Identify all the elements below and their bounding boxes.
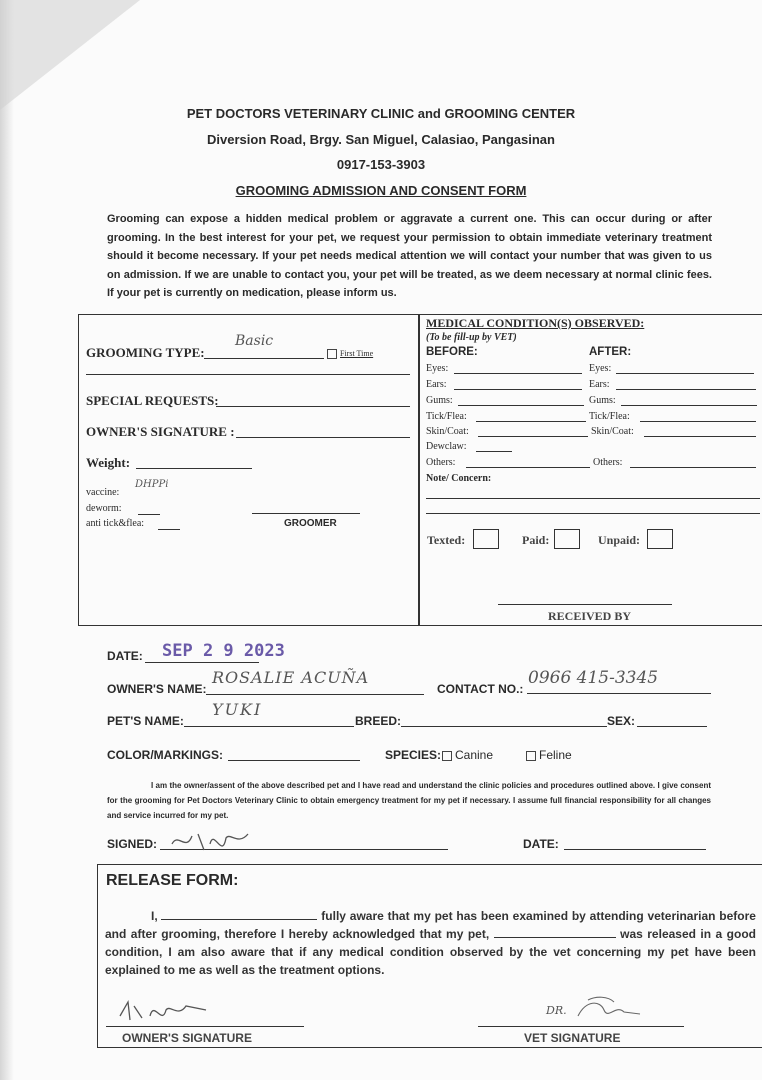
clinic-name: PET DOCTORS VETERINARY CLINIC and GROOMING CENTER xyxy=(186,106,576,121)
after-gums-line[interactable] xyxy=(621,405,757,406)
before-tickflea-label: Tick/Flea: xyxy=(426,411,467,422)
after-others-line[interactable] xyxy=(630,467,756,468)
special-requests-line[interactable] xyxy=(216,406,410,407)
before-eyes-line[interactable] xyxy=(454,373,582,374)
note-line-1[interactable] xyxy=(426,498,760,499)
after-gums-label: Gums: xyxy=(589,395,616,406)
medical-subtitle: (To be fill-up by VET) xyxy=(426,332,517,343)
grooming-extra-line xyxy=(86,374,410,375)
after-others-label: Others: xyxy=(593,457,623,468)
after-ears-label: Ears: xyxy=(589,379,610,390)
signed-date-label: DATE: xyxy=(523,837,559,851)
first-time-checkbox[interactable] xyxy=(327,349,373,359)
vet-signature-line[interactable] xyxy=(478,1026,684,1027)
release-text-1: fully aware that my pet has been examined by attending veterinarian before and after grooming, therefore I hereby acknowledged that my pet, xyxy=(105,909,756,941)
grooming-type-label: GROOMING TYPE: xyxy=(86,345,205,360)
vaccine-value[interactable]: DHPPi xyxy=(135,479,169,490)
feline-checkbox[interactable] xyxy=(526,751,536,761)
weight-line[interactable] xyxy=(136,468,252,469)
texted-checkbox[interactable] xyxy=(473,529,499,549)
first-time-box[interactable] xyxy=(327,349,337,359)
pet-name-label: PET'S NAME: xyxy=(107,714,184,728)
groomer-label: GROOMER xyxy=(284,518,337,529)
owner-signature-line[interactable] xyxy=(236,437,410,438)
color-markings-label: COLOR/MARKINGS: xyxy=(107,748,223,762)
pet-name-line[interactable] xyxy=(184,726,354,727)
before-gums-line[interactable] xyxy=(458,405,584,406)
canine-label: Canine xyxy=(455,748,494,762)
form-title: GROOMING ADMISSION AND CONSENT FORM xyxy=(235,183,527,198)
after-skincoat-label: Skin/Coat: xyxy=(591,426,634,437)
contact-line[interactable] xyxy=(527,693,711,694)
anti-tick-label: anti tick&flea: xyxy=(86,518,145,529)
pet-name-value[interactable]: YUKI xyxy=(212,700,263,719)
feline-label: Feline xyxy=(539,748,572,762)
paid-checkbox[interactable] xyxy=(554,529,580,549)
date-line[interactable] xyxy=(145,662,259,663)
vet-signature-value: DR. xyxy=(546,1004,567,1017)
grooming-type-line xyxy=(204,358,324,359)
before-ears-line[interactable] xyxy=(454,389,582,390)
vet-signature-scribble xyxy=(574,994,644,1028)
special-requests-label: SPECIAL REQUESTS: xyxy=(86,393,219,408)
intro-paragraph: Grooming can expose a hidden medical problem or aggravate a current one. This can occur during or after grooming. In the best interest for your pet, we request your permission to obtain immediate veterinary treatment should it become necessary. If your pet needs medical attention we will contact your number that was given to us on admission. If we are unable to contact you, your pet will be treated, as we deem necessary at normal clinic fees. If your pet is currently on medication, please inform us. xyxy=(107,213,712,299)
contact-value[interactable]: 0966 415-3345 xyxy=(528,668,659,688)
release-owner-signature-scribble xyxy=(116,996,216,1030)
date-stamp: SEP 2 9 2023 xyxy=(162,641,285,661)
before-label: BEFORE: xyxy=(426,346,478,358)
release-owner-signature-label: OWNER'S SIGNATURE xyxy=(122,1031,252,1045)
after-eyes-line[interactable] xyxy=(616,373,754,374)
consent-paragraph: I am the owner/assent of the above described pet and I have read and understand the clinic policies and procedures outlined above. I give consent for the grooming for Pet Doctors Veterinary Clinic to obtain emergency treatment for my pet if necessary. I assume full financial responsibility for all changes and service incurred for my pet. xyxy=(107,781,711,820)
before-skincoat-label: Skin/Coat: xyxy=(426,426,469,437)
owner-name-value[interactable]: ROSALIE ACUÑA xyxy=(212,668,370,687)
before-tickflea-line[interactable] xyxy=(476,421,586,422)
color-markings-line[interactable] xyxy=(228,760,360,761)
before-gums-label: Gums: xyxy=(426,395,453,406)
before-dewclaw-line[interactable] xyxy=(476,451,512,452)
received-by-label: RECEIVED BY xyxy=(548,609,632,623)
before-eyes-label: Eyes: xyxy=(426,363,449,374)
release-text-2: was released in a good condition, I am also aware that if any medical condition observed by the vet concerning my pet have been explained to me as well as the treatment options. xyxy=(105,927,756,977)
before-ears-label: Ears: xyxy=(426,379,447,390)
signed-label: SIGNED: xyxy=(107,837,158,851)
vaccine-label: vaccine: xyxy=(86,487,120,498)
release-paragraph xyxy=(105,907,756,979)
after-tickflea-line[interactable] xyxy=(640,421,756,422)
owner-name-label: OWNER'S NAME: xyxy=(107,682,207,696)
after-tickflea-label: Tick/Flea: xyxy=(589,411,630,422)
clinic-address: Diversion Road, Brgy. San Miguel, Calasiao, Pangasinan xyxy=(207,132,555,147)
after-skincoat-line[interactable] xyxy=(644,436,756,437)
medical-box xyxy=(418,314,762,626)
note-concern-label: Note/ Concern: xyxy=(426,473,492,484)
owner-signature-scribble xyxy=(168,822,258,862)
clinic-phone: 0917-153-3903 xyxy=(336,157,426,172)
before-others-label: Others: xyxy=(426,457,456,468)
folded-corner xyxy=(0,0,140,110)
breed-line[interactable] xyxy=(401,726,607,727)
before-skincoat-line[interactable] xyxy=(478,436,588,437)
paid-label: Paid: xyxy=(522,533,550,547)
vet-signature-label: VET SIGNATURE xyxy=(524,1031,621,1045)
owner-signature-label: OWNER'S SIGNATURE : xyxy=(86,424,235,439)
owner-name-line[interactable] xyxy=(206,694,424,695)
species-label: SPECIES: xyxy=(385,748,442,762)
weight-label: Weight: xyxy=(86,455,131,470)
signed-date-line[interactable] xyxy=(564,849,706,850)
received-by-line[interactable] xyxy=(498,604,672,605)
canine-option[interactable] xyxy=(442,748,493,762)
medical-title: MEDICAL CONDITION(S) OBSERVED: xyxy=(426,316,645,330)
date-label: DATE: xyxy=(107,649,143,663)
sex-line[interactable] xyxy=(637,726,707,727)
note-line-2[interactable] xyxy=(426,513,760,514)
deworm-line[interactable] xyxy=(138,514,160,515)
grooming-type-value[interactable]: Basic xyxy=(235,333,274,349)
canine-checkbox[interactable] xyxy=(442,751,452,761)
contact-label: CONTACT NO.: xyxy=(437,682,524,696)
after-eyes-label: Eyes: xyxy=(589,363,612,374)
release-name-blank[interactable] xyxy=(161,908,317,920)
after-label: AFTER: xyxy=(589,346,632,358)
groomer-line[interactable] xyxy=(252,513,360,514)
texted-label: Texted: xyxy=(427,533,466,547)
unpaid-checkbox[interactable] xyxy=(647,529,673,549)
release-owner-signature-line[interactable] xyxy=(106,1026,304,1027)
unpaid-label: Unpaid: xyxy=(598,533,641,547)
release-text-i: I, xyxy=(151,909,158,923)
before-others-line[interactable] xyxy=(466,467,590,468)
release-pet-blank[interactable] xyxy=(494,926,616,938)
after-ears-line[interactable] xyxy=(616,389,756,390)
feline-option[interactable] xyxy=(526,748,572,762)
sex-label: SEX: xyxy=(607,714,636,728)
deworm-label: deworm: xyxy=(86,503,122,514)
anti-tick-line[interactable] xyxy=(158,529,180,530)
before-dewclaw-label: Dewclaw: xyxy=(426,441,467,452)
release-form-title: RELEASE FORM: xyxy=(106,872,239,889)
breed-label: BREED: xyxy=(355,714,402,728)
first-time-label: First Time xyxy=(340,349,374,358)
